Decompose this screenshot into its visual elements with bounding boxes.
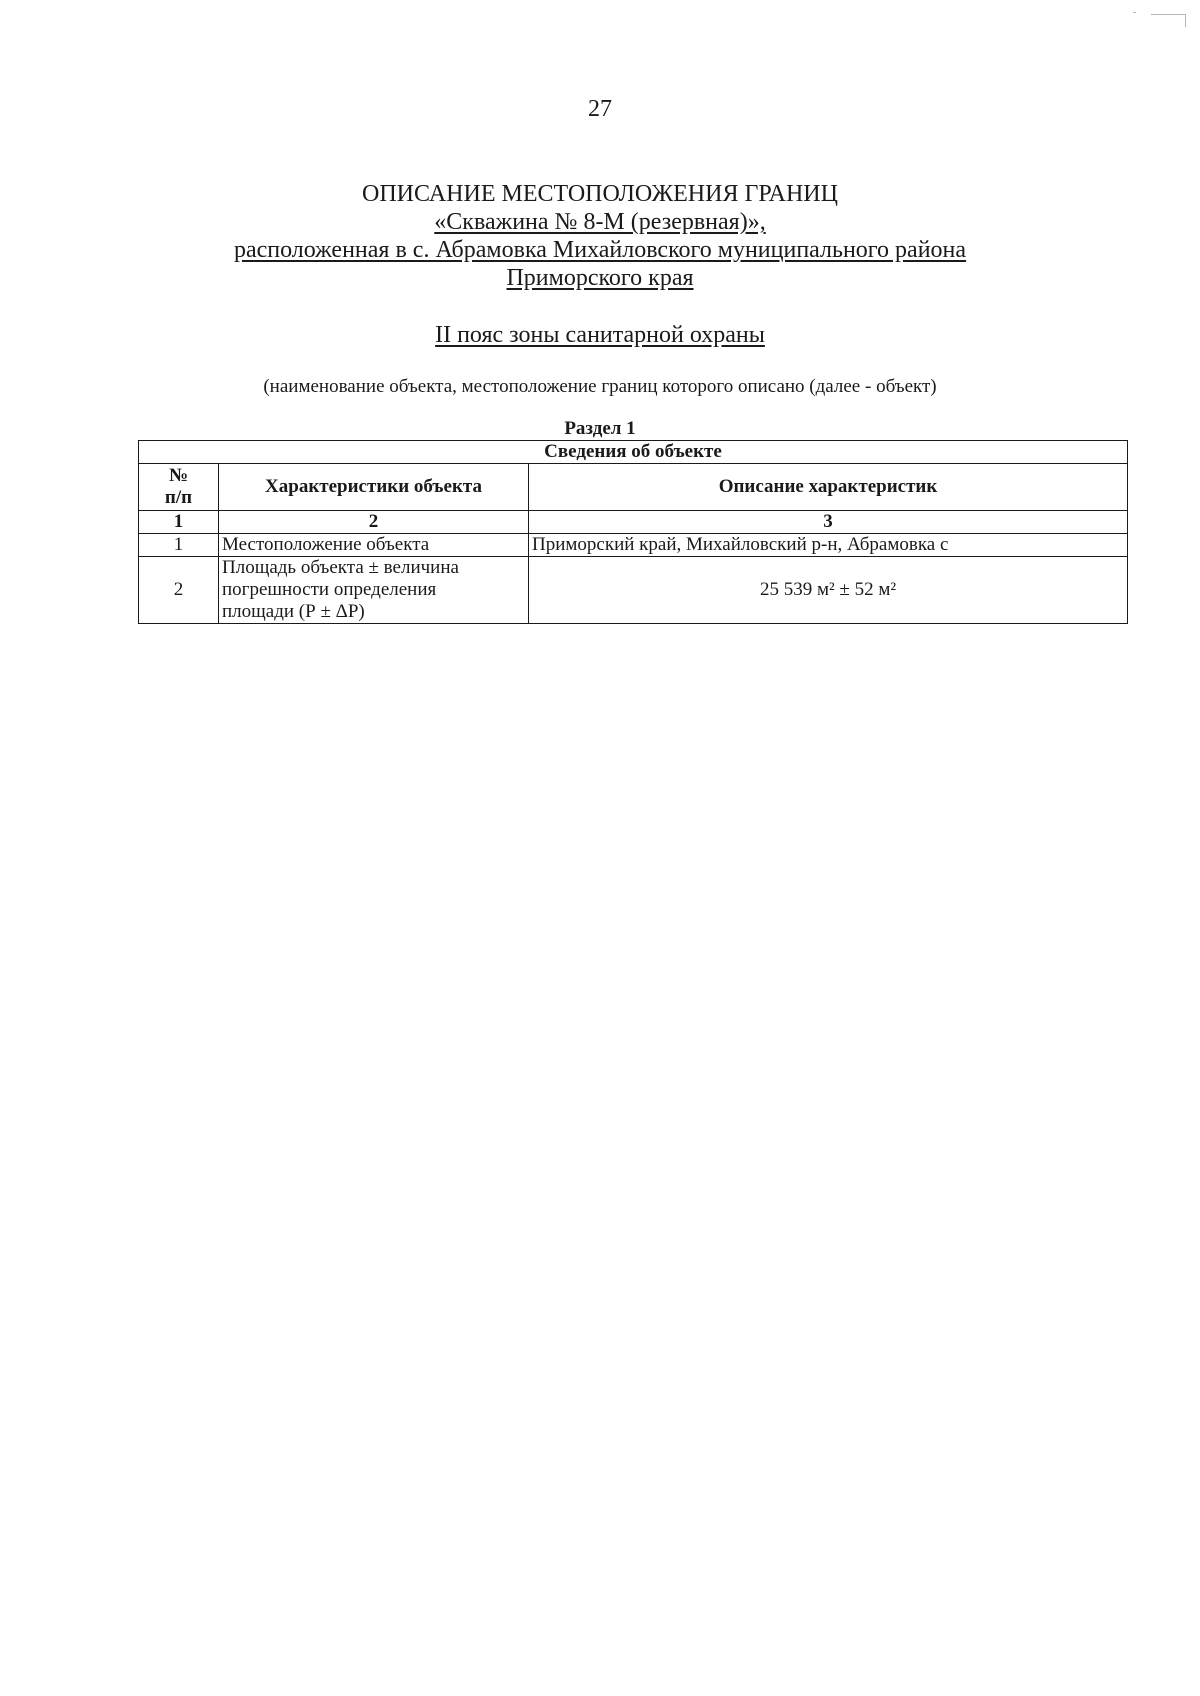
table-row xyxy=(139,557,1128,624)
table-row xyxy=(139,534,1128,557)
row-number: 2 xyxy=(139,557,219,624)
column-number-2: 2 xyxy=(219,511,529,534)
row-description: 25 539 м² ± 52 м² xyxy=(529,557,1128,624)
row-number: 1 xyxy=(139,534,219,557)
header-number-line-1: № xyxy=(168,465,189,486)
zone-title: II пояс зоны санитарной охраны xyxy=(435,322,765,348)
heading-line-3: расположенная в с. Абрамовка Михайловского муниципального района xyxy=(233,237,967,263)
row-characteristic-line-2: погрешности определения xyxy=(222,579,437,600)
heading-line-1: ОПИСАНИЕ МЕСТОПОЛОЖЕНИЯ ГРАНИЦ xyxy=(362,181,838,207)
object-note: (наименование объекта, местоположение границ которого описано (далее - объект) xyxy=(263,376,937,397)
header-number xyxy=(139,464,219,511)
column-number-row xyxy=(139,511,1128,534)
row-characteristic xyxy=(219,557,529,624)
table-header-row xyxy=(139,464,1128,511)
table-title: Сведения об объекте xyxy=(139,441,1128,464)
column-number-3: 3 xyxy=(529,511,1128,534)
table-title-row xyxy=(139,441,1128,464)
header-characteristics: Характеристики объекта xyxy=(219,464,529,511)
header-number-line-2: п/п xyxy=(164,487,193,508)
page-number: 27 xyxy=(588,96,612,122)
header-description: Описание характеристик xyxy=(529,464,1128,511)
row-description: Приморский край, Михайловский р-н, Абрамовка с xyxy=(529,534,1128,557)
row-characteristic: Местоположение объекта xyxy=(219,534,529,557)
object-info-table xyxy=(138,440,1128,624)
heading-line-2: «Скважина № 8-М (резервная)», xyxy=(434,209,766,235)
row-characteristic-line-1: Площадь объекта ± величина xyxy=(222,557,459,578)
scan-corner-mark xyxy=(1151,14,1186,27)
scan-mark xyxy=(1133,12,1136,13)
document-heading xyxy=(0,180,1200,292)
row-characteristic-line-3: площади (Р ± ΔР) xyxy=(222,601,365,622)
heading-line-4: Приморского края xyxy=(506,265,694,291)
column-number-1: 1 xyxy=(139,511,219,534)
section-label: Раздел 1 xyxy=(564,418,636,439)
